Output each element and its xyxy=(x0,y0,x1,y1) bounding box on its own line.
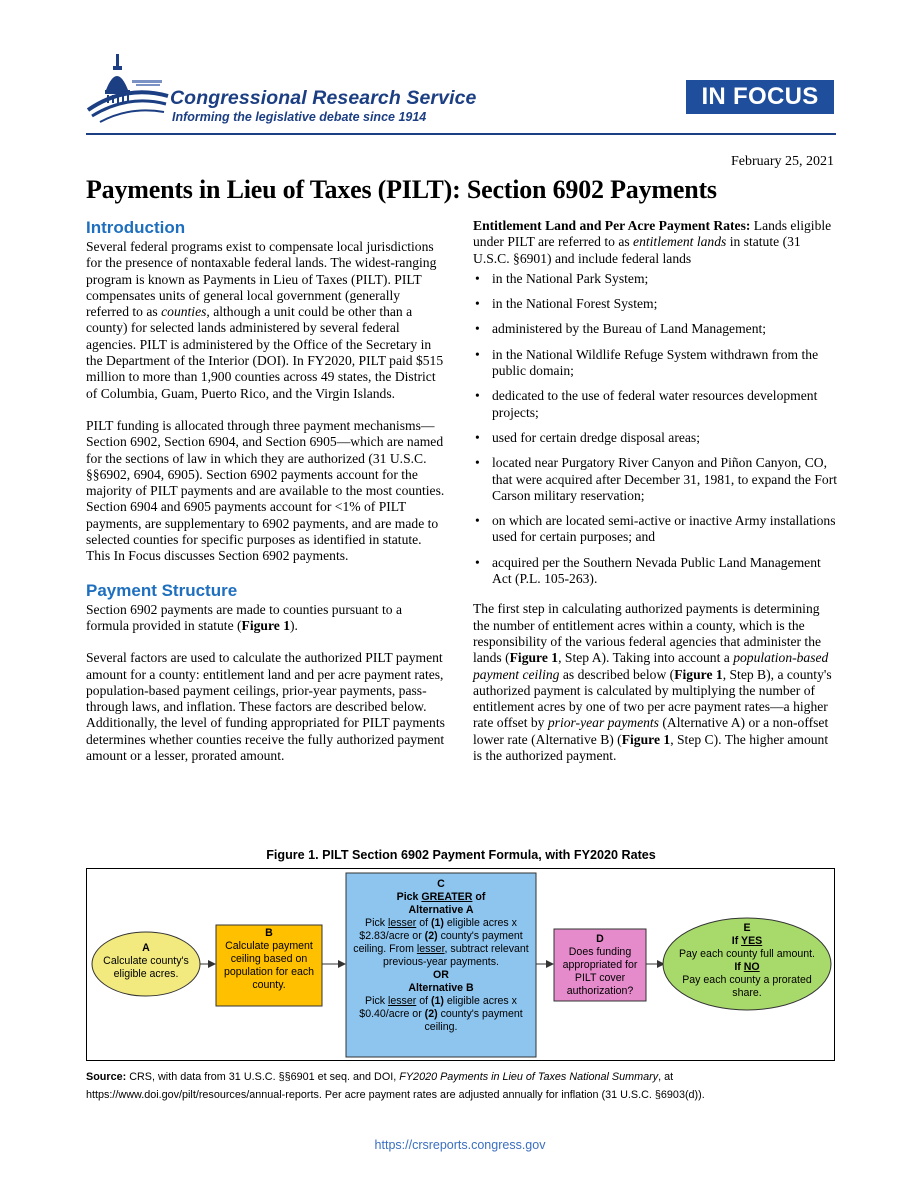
node-d xyxy=(557,933,643,998)
source-text-end: , at https://www.doi.gov/pilt/resources/annual-reports. Per acre payment rates are adjusted annually for inflation (31 U.S.C. §6903(d)). xyxy=(86,1071,705,1101)
intro-p1-italic: counties xyxy=(161,304,207,320)
in-focus-badge: IN FOCUS xyxy=(686,80,834,114)
entitlement-list xyxy=(473,271,838,587)
org-name: Congressional Research Service xyxy=(170,87,477,109)
structure-p1-text: Section 6902 payments are made to counties pursuant to a formula provided in statute ( xyxy=(86,601,402,633)
figure-ref: Figure 1 xyxy=(509,650,559,666)
intro-paragraph-1 xyxy=(86,239,446,402)
node-a-text: Calculate county's eligible acres. xyxy=(103,955,189,980)
intro-heading: Introduction xyxy=(86,218,186,237)
structure-paragraph-2: Several factors are used to calculate the authorized PILT payment amount for a county: entitlement land and per acre payment rates, population-based payment ceilings, prior-year payments, pass-through laws, and inflation. These factors are described below. Additionally, the level of funding appropriated for PILT payments determines whether counties receive the fully authorized payment amount or a lesser, prorated amount. xyxy=(86,650,445,764)
figure-diagram xyxy=(86,868,835,1061)
figure-title: Figure 1. PILT Section 6902 Payment Formula, with FY2020 Rates xyxy=(266,848,656,862)
intro-paragraph-2: PILT funding is allocated through three payment mechanisms—Section 6902, Section 6904, and Section 6905—which are named for the sections of law in which they are authorized (31 U.S.C. §§6902, 6904, 6905). Section 6902 payments account for the majority of PILT payments and are available to the most counties. Section 6904 and 6905 payments account for <1% of PILT payments, are supplementary to 6902 payments, and are made to selected counties for specific purposes as identified in statute. This In Focus discusses Section 6902 payments. xyxy=(86,417,445,564)
list-item: • acquired per the Southern Nevada Public Land Management Act (P.L. 105-263). xyxy=(473,555,838,588)
structure-heading: Payment Structure xyxy=(86,580,238,600)
figure-ref: Figure 1 xyxy=(241,617,291,633)
list-item: • located near Purgatory River Canyon and Piñon Canyon, CO, that were acquired after December 31, 1981, to expand the Fort Carson military reservation; xyxy=(473,455,838,504)
left-column xyxy=(86,218,446,780)
node-c-greater: GREATER xyxy=(421,891,473,903)
list-item: • in the National Wildlife Refuge System withdrawn from the public domain; xyxy=(473,347,838,380)
right-column xyxy=(473,218,838,780)
node-d-text: Does funding appropriated for PILT cover authorization? xyxy=(562,946,638,997)
node-e-if-no: If NO xyxy=(734,961,760,973)
node-a xyxy=(93,942,199,981)
list-item: • dedicated to the use of federal water resources development projects; xyxy=(473,388,838,421)
node-e-if-yes: If YES xyxy=(731,935,763,947)
list-item: • used for certain dredge disposal areas; xyxy=(473,430,838,446)
figure-source xyxy=(86,1068,838,1104)
node-e xyxy=(667,922,827,1000)
calc-text: The first step in calculating authorized payments is determining the number of entitlement acres within a county, which is the responsibility of the various federal agencies that administer the lands ( xyxy=(473,601,822,666)
page-header xyxy=(86,40,836,135)
structure-p1-end: ). xyxy=(290,617,298,633)
figure-ref: Figure 1 xyxy=(621,731,671,747)
node-e-label: E xyxy=(743,922,751,934)
node-c-label: C xyxy=(437,878,445,890)
calc-text: as described below ( xyxy=(559,666,675,682)
node-c-alt-b: Alternative B xyxy=(408,982,474,994)
node-b xyxy=(218,927,320,992)
node-d-label: D xyxy=(596,933,604,945)
crs-logo xyxy=(86,40,506,130)
source-italic: FY2020 Payments in Lieu of Taxes National Summary xyxy=(399,1071,659,1083)
calc-text: , Step B), a county's authorized payment is calculated by multiplying the number of entitlement acres by one of two per acre payment rates—a higher rate offset by xyxy=(473,666,832,731)
list-item: • in the National Park System; xyxy=(473,271,838,287)
node-c xyxy=(349,878,533,1034)
node-c-alt-a-text: Pick lesser of (1) eligible acres x $2.83/acre or (2) county's payment ceiling. From lesser, subtract relevant previous-year payments. xyxy=(353,917,529,968)
calc-text: , Step C). The higher amount is the authorized payment. xyxy=(473,731,829,764)
entitlement-lead: Entitlement Land and Per Acre Payment Rates: xyxy=(473,218,751,233)
calc-italic: prior-year payments xyxy=(547,715,659,731)
structure-paragraph-1 xyxy=(86,602,446,635)
header-divider xyxy=(86,133,836,135)
intro-p1-end: , although a unit could be other than a county) for selected lands administered by several federal agencies. PILT is administered by the Office of the Secretary in the Department of the Interior (DOI). In FY2020, PILT paid $515 million to more than 1,900 counties across 49 states, the District of Columbia, Guam, Puerto Rico, and the Virgin Islands. xyxy=(86,304,444,401)
node-c-pick: Pick xyxy=(396,891,422,903)
entitlement-text: Lands eligible under PILT are referred to as xyxy=(473,218,832,250)
entitlement-paragraph xyxy=(473,218,838,267)
node-c-or: OR xyxy=(433,969,449,981)
list-item: • in the National Forest System; xyxy=(473,296,838,312)
node-c-of: of xyxy=(472,891,486,903)
calc-paragraph xyxy=(473,601,838,764)
intro-p1-text: Several federal programs exist to compensate local jurisdictions for the presence of nontaxable federal lands. The widest-ranging program is known as Payments in Lieu of Taxes (PILT). PILT compensates units of general local government (generally referred to as xyxy=(86,239,437,320)
source-label: Source: xyxy=(86,1071,127,1083)
publication-date: February 25, 2021 xyxy=(730,154,834,169)
calc-text: (Alternative A) or a non-offset lower rate (Alternative B) ( xyxy=(473,715,829,747)
figure-ref: Figure 1 xyxy=(674,666,723,682)
node-a-label: A xyxy=(142,942,150,954)
source-text: CRS, with data from 31 U.S.C. §§6901 et seq. and DOI, xyxy=(126,1071,400,1083)
node-e-no-text: Pay each county a prorated share. xyxy=(682,974,812,999)
footer-link[interactable]: https://crsreports.congress.gov xyxy=(374,1138,546,1152)
entitlement-text-end: in statute (31 U.S.C. §6901) and include federal lands xyxy=(473,234,801,266)
entitlement-italic: entitlement lands xyxy=(633,234,727,250)
calc-italic: population-based payment ceiling xyxy=(473,650,829,682)
org-tagline: Informing the legislative debate since 1914 xyxy=(172,110,427,124)
node-c-alt-a: Alternative A xyxy=(408,904,474,916)
page-title: Payments in Lieu of Taxes (PILT): Section 6902 Payments xyxy=(86,175,717,204)
node-b-label: B xyxy=(265,927,273,939)
calc-text: , Step A). Taking into account a xyxy=(558,650,734,666)
list-item: • administered by the Bureau of Land Management; xyxy=(473,321,838,337)
list-item: • on which are located semi-active or inactive Army installations used for certain purposes; and xyxy=(473,513,838,546)
node-e-yes-text: Pay each county full amount. xyxy=(678,948,816,960)
node-c-alt-b-text: Pick lesser of (1) eligible acres x $0.40/acre or (2) county's payment ceiling. xyxy=(359,995,523,1033)
node-b-text: Calculate payment ceiling based on population for each county. xyxy=(223,940,315,991)
capitol-dome-icon xyxy=(86,40,176,130)
